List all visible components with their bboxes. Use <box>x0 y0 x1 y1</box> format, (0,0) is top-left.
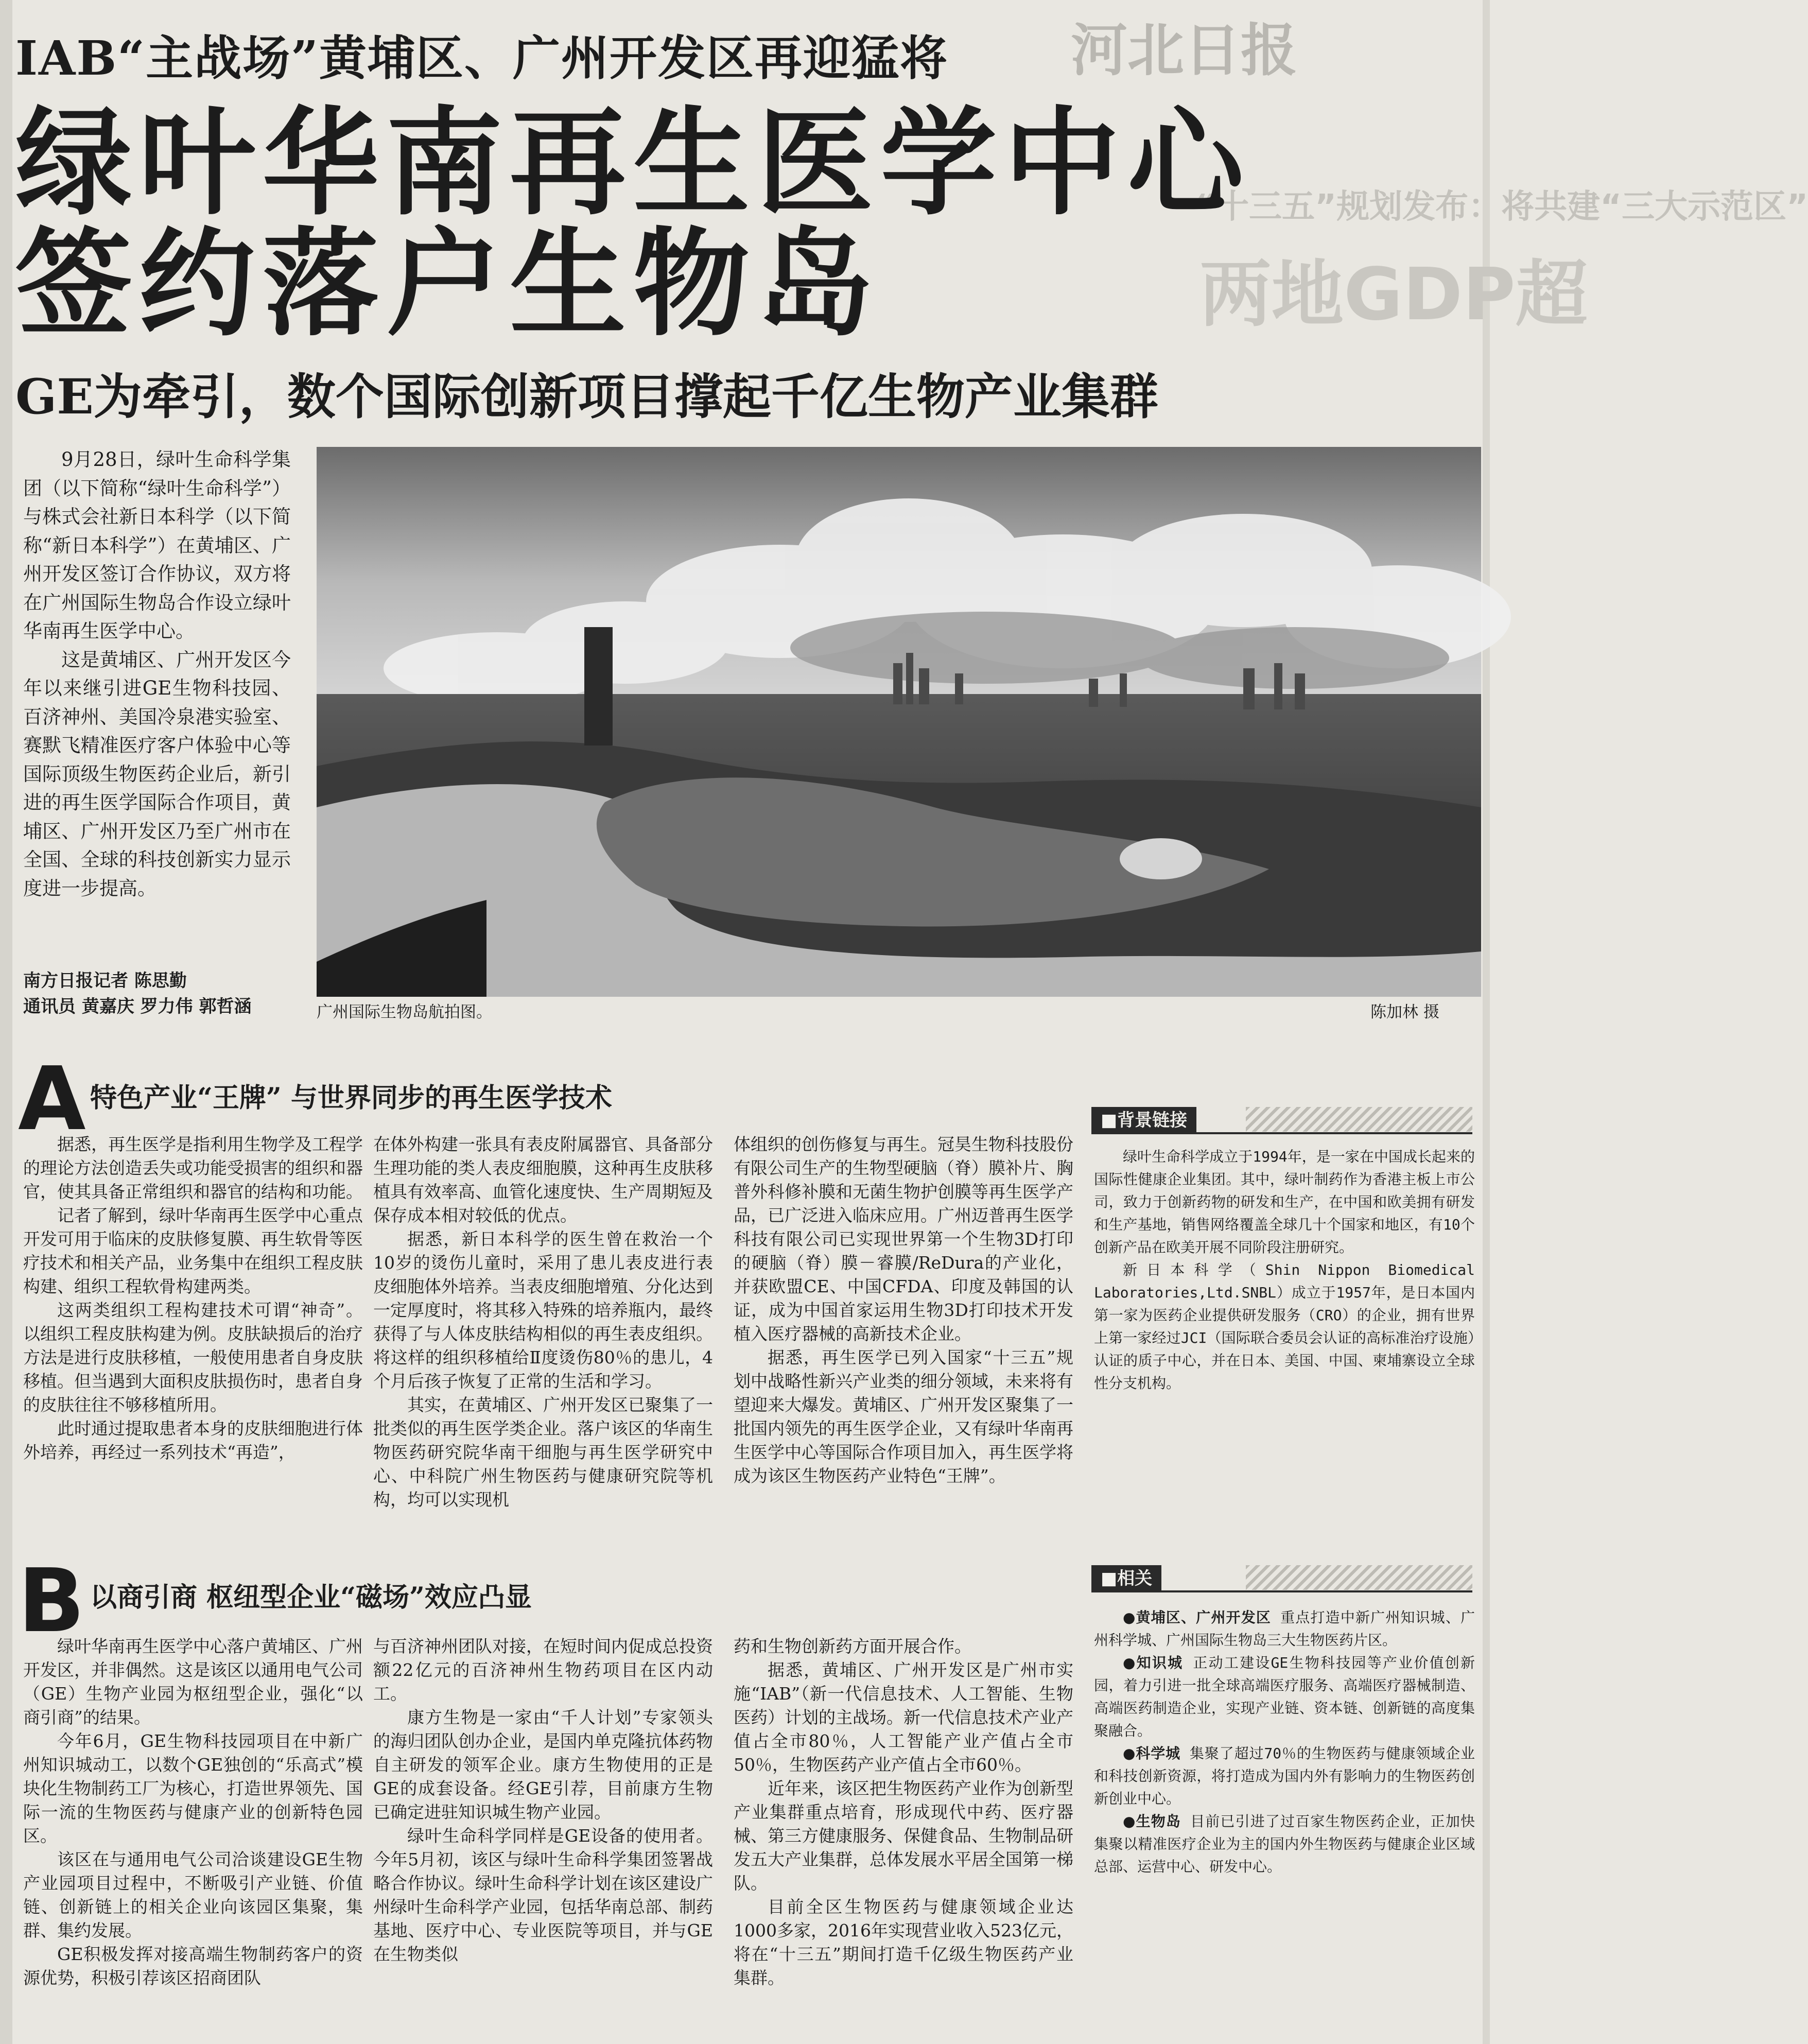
bleed-text-right-1: “十三五”规划发布：将共建“三大示范区” <box>1194 188 1808 226</box>
related-item-text: 正动工建设GE生物科技园等产业价值创新园，着力引进一批全球高端医疗服务、高端医疗器械制造、高端医药制造企业，实现产业链、资本链、创新链的高度集聚融合。 <box>1094 1654 1475 1739</box>
paragraph: 绿叶华南再生医学中心落户黄埔区、广州开发区，并非偶然。这是该区以通用电气公司（GE）生物产业园为枢纽型企业，强化“以商引商”的结果。 <box>23 1636 363 1727</box>
section-b-letter: B <box>18 1550 85 1652</box>
section-b-title: 以商引商 枢纽型企业“磁场”效应凸显 <box>90 1582 532 1613</box>
lead-paragraph: 9月28日，绿叶生命科学集团（以下简称“绿叶生命科学”）与株式会社新日本科学（以下简称“新日本科学”）在黄埔区、广州开发区签订合作协议，双方将在广州国际生物岛合作设立绿叶华南再生医学中心。 <box>23 448 291 642</box>
paragraph: 目前全区生物医药与健康领域企业达1000多家，2016年实现营业收入523亿元，将在“十三五”期间打造千亿级生物医药产业集群。 <box>734 1897 1073 1988</box>
lead-paragraphs <box>23 445 291 903</box>
page-edge-left <box>0 0 12 2044</box>
lead-paragraph: 这是黄埔区、广州开发区今年以来继引进GE生物科技园、百济神州、美国冷泉港实验室、赛默飞精准医疗客户体验中心等国际顶级生物医药企业后，新引进的再生医学国际合作项目，黄埔区、广州开发区乃至广州市在全国、全球的科技创新实力显示度进一步提高。 <box>23 648 291 899</box>
related-item-name: ●生物岛 <box>1123 1813 1181 1830</box>
paragraph: 体组织的创伤修复与再生。冠昊生物科技股份有限公司生产的生物型硬脑（脊）膜补片、胸普外科修补膜和无菌生物护创膜等再生医学产品，已广泛进入临床应用。广州迈普再生医学科技有限公司已实现世界第一个生物3D打印的硬脑（脊）膜－睿膜/ReDura的产业化，并获欧盟CE、中国CFDA、印度及韩国的认证，成为中国首家运用生物3D打印技术开发植入医疗器械的高新技术企业。 <box>734 1134 1073 1344</box>
paragraph: 与百济神州团队对接，在短时间内促成总投资额22亿元的百济神州生物药项目在区内动工。 <box>373 1636 713 1704</box>
heading-stripes <box>1246 1565 1472 1590</box>
sidebar-related-body <box>1094 1606 1475 1878</box>
related-item <box>1094 1652 1475 1742</box>
domed-building <box>1120 838 1202 879</box>
paragraph: 绿叶生命科学成立于1994年，是一家在中国成长起来的国际性健康企业集团。其中，绿叶制药作为香港主板上市公司，致力于创新药物的研发和生产，在中国和欧美拥有研发和生产基地，销售网络覆盖全球几十个国家和地区，有10个创新产品在欧美开展不同阶段注册研究。 <box>1094 1148 1475 1256</box>
section-a-column-3 <box>734 1133 1073 1488</box>
sidebar-background-body <box>1094 1146 1475 1395</box>
photo-credit: 陈加林 摄 <box>1370 1003 1439 1021</box>
paragraph: 近年来，该区把生物医药产业作为创新型产业集群重点培育，形成现代中药、医疗器械、第三方健康服务、保健食品、生物制品研发五大产业集群，总体发展水平居全国第一梯队。 <box>734 1778 1073 1893</box>
headline-line-2: 签约落户生物岛 <box>15 217 881 352</box>
tower-building <box>584 627 613 746</box>
related-item-name: ●知识城 <box>1123 1654 1184 1671</box>
paragraph: 康方生物是一家由“千人计划”专家领头的海归团队创办企业，是国内单克隆抗体药物自主研发的领军企业。康方生物使用的正是GE的成套设备。经GE引荐，目前康方生物已确定进驻知识城生物产业园。 <box>373 1707 713 1822</box>
paragraph: 记者了解到，绿叶华南再生医学中心重点开发可用于临床的皮肤修复膜、再生软骨等医疗技术和相关产品，业务集中在组织工程皮肤构建、组织工程软骨构建两类。 <box>23 1205 363 1296</box>
related-item-name: ●黄埔区、广州开发区 <box>1123 1609 1272 1626</box>
related-item-text: 集聚了超过70％的生物医药与健康领域企业和科技创新资源，将打造成为国内外有影响力的生物医药创新创业中心。 <box>1094 1745 1475 1807</box>
byline-correspondents: 通讯员 黄嘉庆 罗力伟 郭哲涵 <box>23 996 252 1017</box>
aerial-photo <box>317 447 1481 997</box>
paragraph: 绿叶生命科学同样是GE设备的使用者。今年5月初，该区与绿叶生命科学集团签署战略合作协议。绿叶生命科学计划在该区建设广州绿叶生命科学产业园，包括华南总部、制药基地、医疗中心、专业医院等项目，并与GE在生物类似 <box>373 1826 713 1964</box>
section-b-column-2 <box>373 1635 713 1966</box>
paragraph: GE积极发挥对接高端生物制药客户的资源优势，积极引荐该区招商团队 <box>23 1944 363 1988</box>
bleed-text-top-right: 河北日报 <box>1071 18 1297 83</box>
aerial-photo-illustration <box>317 447 1481 997</box>
byline <box>23 968 311 1019</box>
paragraph: 新日本科学（Shin Nippon Biomedical Laboratories,Ltd.SNBL）成立于1957年，是日本国内第一家为医药企业提供研发服务（CRO）的企业，拥有世界上第一家经过JCI（国际联合委员会认证的高标准治疗设施）认证的质子中心，并在日本、美国、中国、柬埔寨设立全球性分支机构。 <box>1094 1261 1475 1392</box>
section-a-column-1 <box>23 1133 363 1464</box>
paragraph: 据悉，再生医学已列入国家“十三五”规划中战略性新兴产业类的细分领域，未来将有望迎来大爆发。黄埔区、广州开发区聚集了一批国内领先的再生医学企业，又有绿叶华南再生医学中心等国际合作项目加入，再生医学将成为该区生物医药产业特色“王牌”。 <box>734 1347 1073 1486</box>
section-b-column-3 <box>734 1635 1073 1990</box>
sidebar-related-label: ■相关 <box>1091 1565 1161 1592</box>
related-item <box>1094 1810 1475 1878</box>
paragraph: 药和生物创新药方面开展合作。 <box>734 1636 971 1656</box>
subheadline: GE为牵引，数个国际创新项目撑起千亿生物产业集群 <box>15 369 1158 425</box>
headline-line-1: 绿叶华南再生医学中心 <box>15 96 1251 231</box>
paragraph: 在体外构建一张具有表皮附属器官、具备部分生理功能的类人表皮细胞膜，这种再生皮肤移植具有效率高、血管化速度快、生产周期短及保存成本相对较低的优点。 <box>373 1134 713 1225</box>
byline-reporter: 南方日报记者 陈思勤 <box>23 971 187 991</box>
related-item-text: 目前已引进了过百家生物医药企业，正加快集聚以精准医疗企业为主的国内外生物医药与健康企业区域总部、运营中心、研发中心。 <box>1094 1813 1475 1875</box>
related-item-text: 重点打造中新广州知识城、广州科学城、广州国际生物岛三大生物医药片区。 <box>1094 1609 1475 1649</box>
sidebar-related-heading <box>1091 1565 1472 1592</box>
photo-caption: 广州国际生物岛航拍图。 <box>317 1003 492 1021</box>
paragraph: 此时通过提取患者本身的皮肤细胞进行体外培养，再经过一系列技术“再造”， <box>23 1418 363 1462</box>
related-item <box>1094 1742 1475 1810</box>
related-item <box>1094 1606 1475 1652</box>
paragraph: 今年6月，GE生物科技园项目在中新广州知识城动工，以数个GE独创的“乐高式”模块化生物制药工厂为核心，打造世界领先、国际一流的生物医药与健康产业的创新特色园区。 <box>23 1731 363 1846</box>
paragraph: 据悉，新日本科学的医生曾在救治一个10岁的烫伤儿童时，采用了患儿表皮进行表皮细胞体外培养。当表皮细胞增殖、分化达到一定厚度时，将其移入特殊的培养瓶内，最终获得了与人体皮肤结构相似的再生表皮组织。将这样的组织移植给Ⅱ度烫伤80％的患儿，4个月后孩子恢复了正常的生活和学习。 <box>373 1229 713 1391</box>
bleed-text-right-2: 两地GDP超 <box>1199 253 1588 337</box>
paragraph: 其实，在黄埔区、广州开发区已聚集了一批类似的再生医学类企业。落户该区的华南生物医药研究院华南干细胞与再生医学研究中心、中科院广州生物医药与健康研究院等机构，均可以实现机 <box>373 1395 713 1510</box>
section-b-column-1 <box>23 1635 363 1990</box>
sidebar-background-heading <box>1091 1107 1472 1134</box>
paragraph: 这两类组织工程构建技术可谓“神奇”。以组织工程皮肤构建为例。皮肤缺损后的治疗方法是进行皮肤移植，一般使用患者自身皮肤移植。但当遇到大面积皮肤损伤时，患者自身的皮肤往往不够移植所用。 <box>23 1300 363 1415</box>
heading-stripes <box>1246 1107 1472 1132</box>
kicker: IAB“主战场”黄埔区、广州开发区再迎猛将 <box>15 30 949 86</box>
paragraph: 据悉，再生医学是指利用生物学及工程学的理论方法创造丢失或功能受损害的组织和器官，使其具备正常组织和器官的结构和功能。 <box>23 1134 363 1202</box>
section-a-column-2 <box>373 1133 713 1512</box>
sidebar-background-label: ■背景链接 <box>1091 1107 1196 1134</box>
related-item-name: ●科学城 <box>1123 1745 1181 1762</box>
paragraph: 该区在与通用电气公司洽谈建设GE生物产业园项目过程中，不断吸引产业链、价值链、创新链上的相关企业向该园区集聚，集群、集约发展。 <box>23 1849 363 1941</box>
paragraph: 据悉，黄埔区、广州开发区是广州市实施“IAB”（新一代信息技术、人工智能、生物医药）计划的主战场。新一代信息技术产业产值占全市80％，人工智能产业产值占全市50％，生物医药产业产值占全市60％。 <box>734 1660 1073 1775</box>
section-a-letter: A <box>18 1048 86 1150</box>
section-a-title: 特色产业“王牌” 与世界同步的再生医学技术 <box>90 1082 612 1114</box>
